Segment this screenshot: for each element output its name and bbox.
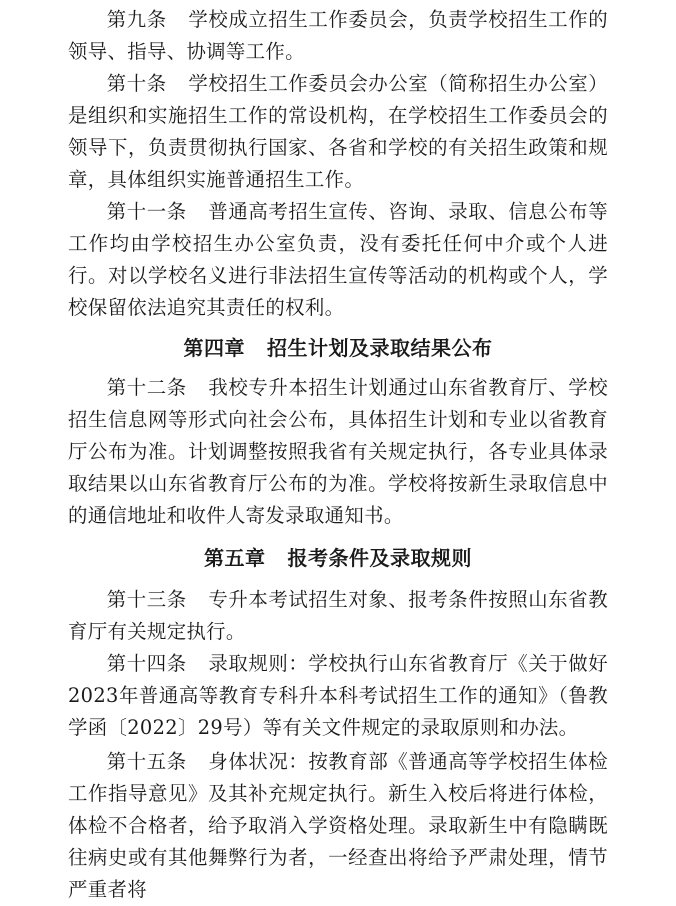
article-10 bbox=[68, 68, 608, 196]
article-13-label: 第十三条 bbox=[106, 588, 187, 611]
article-12-label: 第十二条 bbox=[106, 376, 187, 399]
article-15 bbox=[68, 746, 608, 906]
article-15-text: 身体状况：按教育部《普通高等学校招生体检工作指导意见》及其补充规定执行。新生入校后将进行体检，体检不合格者，给予取消入学资格处理。录取新生中有隐瞒既往病史或有其他舞弊行为者，一经查出将给予严肃处理，情节严重者将 bbox=[68, 750, 608, 901]
article-13 bbox=[68, 584, 608, 648]
article-14 bbox=[68, 648, 608, 744]
article-10-text: 学校招生工作委员会办公室（简称招生办公室）是组织和实施招生工作的常设机构，在学校招生工作委员会的领导下，负责贯彻执行国家、各省和学校的有关招生政策和规章，具体组织实施普通招生工作。 bbox=[68, 72, 608, 191]
article-9-label: 第九条 bbox=[106, 8, 167, 31]
chapter-5-label: 第五章 bbox=[204, 546, 266, 570]
article-9 bbox=[68, 4, 608, 68]
article-12 bbox=[68, 372, 608, 532]
chapter-4-heading bbox=[68, 332, 608, 364]
article-9-text: 学校成立招生工作委员会，负责学校招生工作的领导、指导、协调等工作。 bbox=[68, 8, 608, 63]
chapter-5-heading bbox=[68, 542, 608, 574]
article-11-label: 第十一条 bbox=[106, 200, 187, 223]
article-12-text: 我校专升本招生计划通过山东省教育厅、学校招生信息网等形式向社会公布，具体招生计划和专业以省教育厅公布为准。计划调整按照我省有关规定执行，各专业具体录取结果以山东省教育厅公布的为准。学校将按新生录取信息中的通信地址和收件人寄发录取通知书。 bbox=[68, 376, 608, 527]
chapter-5-title: 报考条件及录取规则 bbox=[287, 546, 472, 570]
article-13-text: 专升本考试招生对象、报考条件按照山东省教育厅有关规定执行。 bbox=[68, 588, 608, 643]
article-10-label: 第十条 bbox=[106, 72, 167, 95]
article-14-text: 录取规则：学校执行山东省教育厅《关于做好2023年普通高等教育专科升本科考试招生工作的通知》（鲁教学函〔2022〕29号）等有关文件规定的录取原则和办法。 bbox=[68, 652, 608, 739]
article-11 bbox=[68, 196, 608, 324]
article-11-text: 普通高考招生宣传、咨询、录取、信息公布等工作均由学校招生办公室负责，没有委托任何中介或个人进行。对以学校名义进行非法招生宣传等活动的机构或个人，学校保留依法追究其责任的权利。 bbox=[68, 200, 608, 319]
article-14-label: 第十四条 bbox=[106, 652, 187, 675]
chapter-4-title: 招生计划及录取结果公布 bbox=[267, 336, 493, 360]
article-15-label: 第十五条 bbox=[106, 750, 187, 773]
chapter-4-label: 第四章 bbox=[183, 336, 245, 360]
